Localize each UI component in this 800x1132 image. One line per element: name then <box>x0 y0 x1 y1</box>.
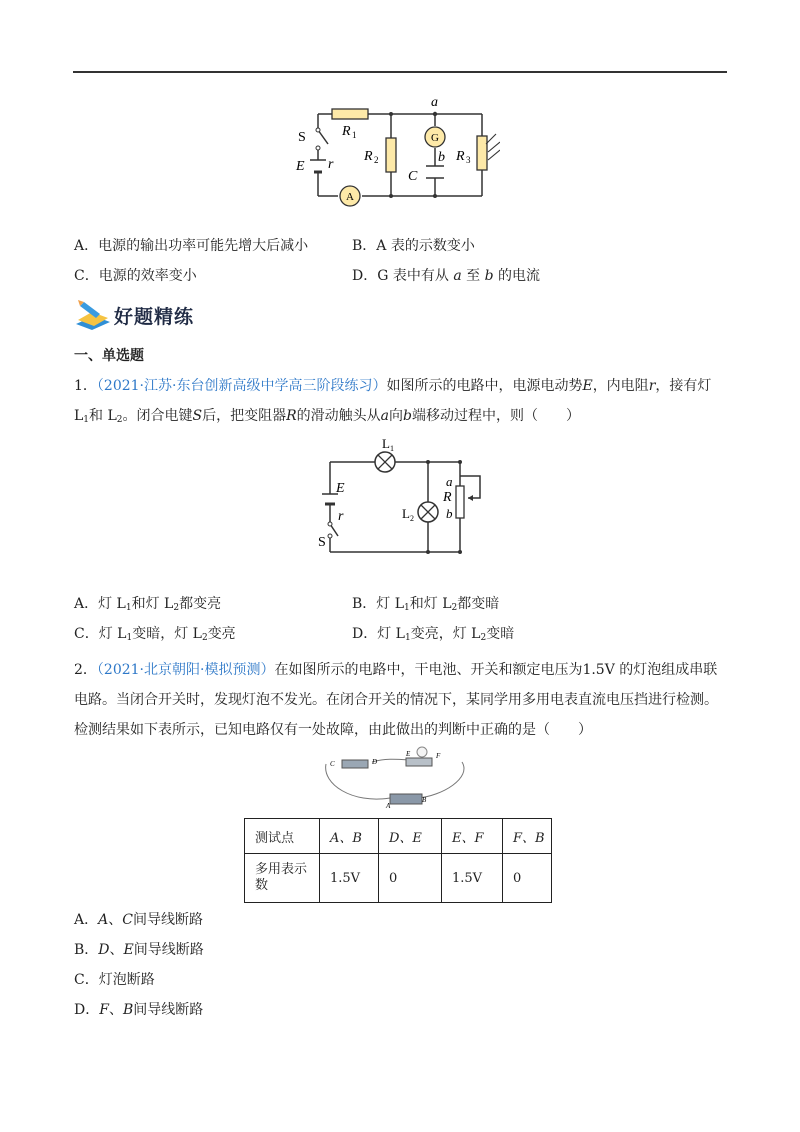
svg-text:L: L <box>382 436 390 451</box>
section-heading: 一、单选题 <box>74 348 144 364</box>
svg-text:1: 1 <box>390 444 394 453</box>
q2-option-a[interactable]: A．A、C间导线断路 <box>74 912 203 928</box>
svg-text:E: E <box>336 481 345 496</box>
pencil-book-icon <box>74 296 112 332</box>
svg-text:E: E <box>296 159 305 174</box>
q1-line1: 1．（2021·江苏·东台创新高级中学高三阶段练习）如图所示的电路中，电源电动势E，内电阻r，接有灯 <box>74 378 712 394</box>
rheostat-r <box>456 486 464 518</box>
circuit-diagram-1 <box>290 96 500 216</box>
resistor-r3 <box>477 136 487 170</box>
svg-text:C: C <box>408 169 418 184</box>
svg-text:E: E <box>406 750 411 758</box>
option-b[interactable]: B．A 表的示数变小 <box>352 238 475 254</box>
svg-text:B: B <box>422 796 427 804</box>
q1-option-c[interactable]: C．灯 $L_1$变暗，灯 $L_2$变亮 <box>74 626 236 643</box>
q1-source: （2021·江苏·东台创新高级中学高三阶段练习） <box>96 378 387 394</box>
option-c[interactable]: C．电源的效率变小 <box>74 268 197 284</box>
q1-option-b[interactable]: B．灯 $L_1$和灯 $L_2$都变暗 <box>352 596 500 613</box>
svg-text:S: S <box>298 130 306 145</box>
lamp-l1 <box>375 452 395 472</box>
q2-line3: 检测结果如下表所示，已知电路仅有一处故障，由此做出的判断中正确的是（ ） <box>74 722 592 738</box>
q2-source: （2021·北京朝阳·模拟预测） <box>96 662 275 678</box>
option-a[interactable]: A．电源的输出功率可能先增大后减小 <box>74 238 309 254</box>
q1-option-a[interactable]: A．灯 $L_1$和灯 $L_2$都变亮 <box>74 596 222 613</box>
svg-text:r: r <box>328 157 334 172</box>
svg-text:1: 1 <box>352 130 357 140</box>
svg-text:2: 2 <box>374 155 379 165</box>
svg-text:G: G <box>431 132 439 144</box>
lamp-l2 <box>418 502 438 522</box>
svg-text:2: 2 <box>410 514 414 523</box>
q2-option-d[interactable]: D．F、B间导线断路 <box>74 1002 204 1018</box>
svg-text:R: R <box>364 149 373 164</box>
svg-text:3: 3 <box>466 155 471 165</box>
svg-text:A: A <box>346 191 354 203</box>
q1-line2: $L_1$和 $L_2$。闭合电键S后，把变阻器R的滑动触头从a向b端移动过程中，则（ ） <box>74 408 580 425</box>
svg-text:C: C <box>330 760 335 768</box>
svg-text:R: R <box>342 124 351 139</box>
svg-text:a: a <box>446 474 453 489</box>
table-row: 多用表示数 1.5V 0 1.5V 0 <box>245 854 552 903</box>
header-rule <box>73 71 727 73</box>
resistor-r1 <box>332 109 368 119</box>
circuit-photo <box>322 744 472 810</box>
svg-text:b: b <box>438 150 445 165</box>
q2-option-b[interactable]: B．D、E间导线断路 <box>74 942 204 958</box>
test-results-table <box>244 818 552 903</box>
svg-text:b: b <box>446 506 453 521</box>
svg-text:L: L <box>402 506 410 521</box>
banner-title: 好题精练 <box>114 306 195 328</box>
q1-option-d[interactable]: D．灯 $L_1$变亮，灯 $L_2$变暗 <box>352 626 515 643</box>
svg-text:F: F <box>436 752 441 760</box>
svg-text:r: r <box>338 509 344 524</box>
svg-text:R: R <box>456 149 465 164</box>
resistor-r2 <box>386 138 396 172</box>
svg-text:R: R <box>443 490 452 505</box>
section-banner <box>74 296 214 332</box>
table-row: 测试点 A、B D、E E、F F、B <box>245 819 552 854</box>
q2-line2: 电路。当闭合开关时，发现灯泡不发光。在闭合开关的情况下，某同学用多用电表直流电压挡进行检测。 <box>74 692 718 708</box>
q2-option-c[interactable]: C．灯泡断路 <box>74 972 155 988</box>
circuit-diagram-2 <box>310 436 500 556</box>
option-d[interactable]: D．G 表中有从 a 至 b 的电流 <box>352 268 540 284</box>
svg-text:S: S <box>318 535 326 550</box>
svg-text:a: a <box>431 96 438 110</box>
svg-text:A: A <box>386 802 391 810</box>
svg-text:D: D <box>372 758 378 766</box>
q2-line1: 2．（2021·北京朝阳·模拟预测）在如图所示的电路中，干电池、开关和额定电压为1.5V 的灯泡组成串联 <box>74 662 718 678</box>
